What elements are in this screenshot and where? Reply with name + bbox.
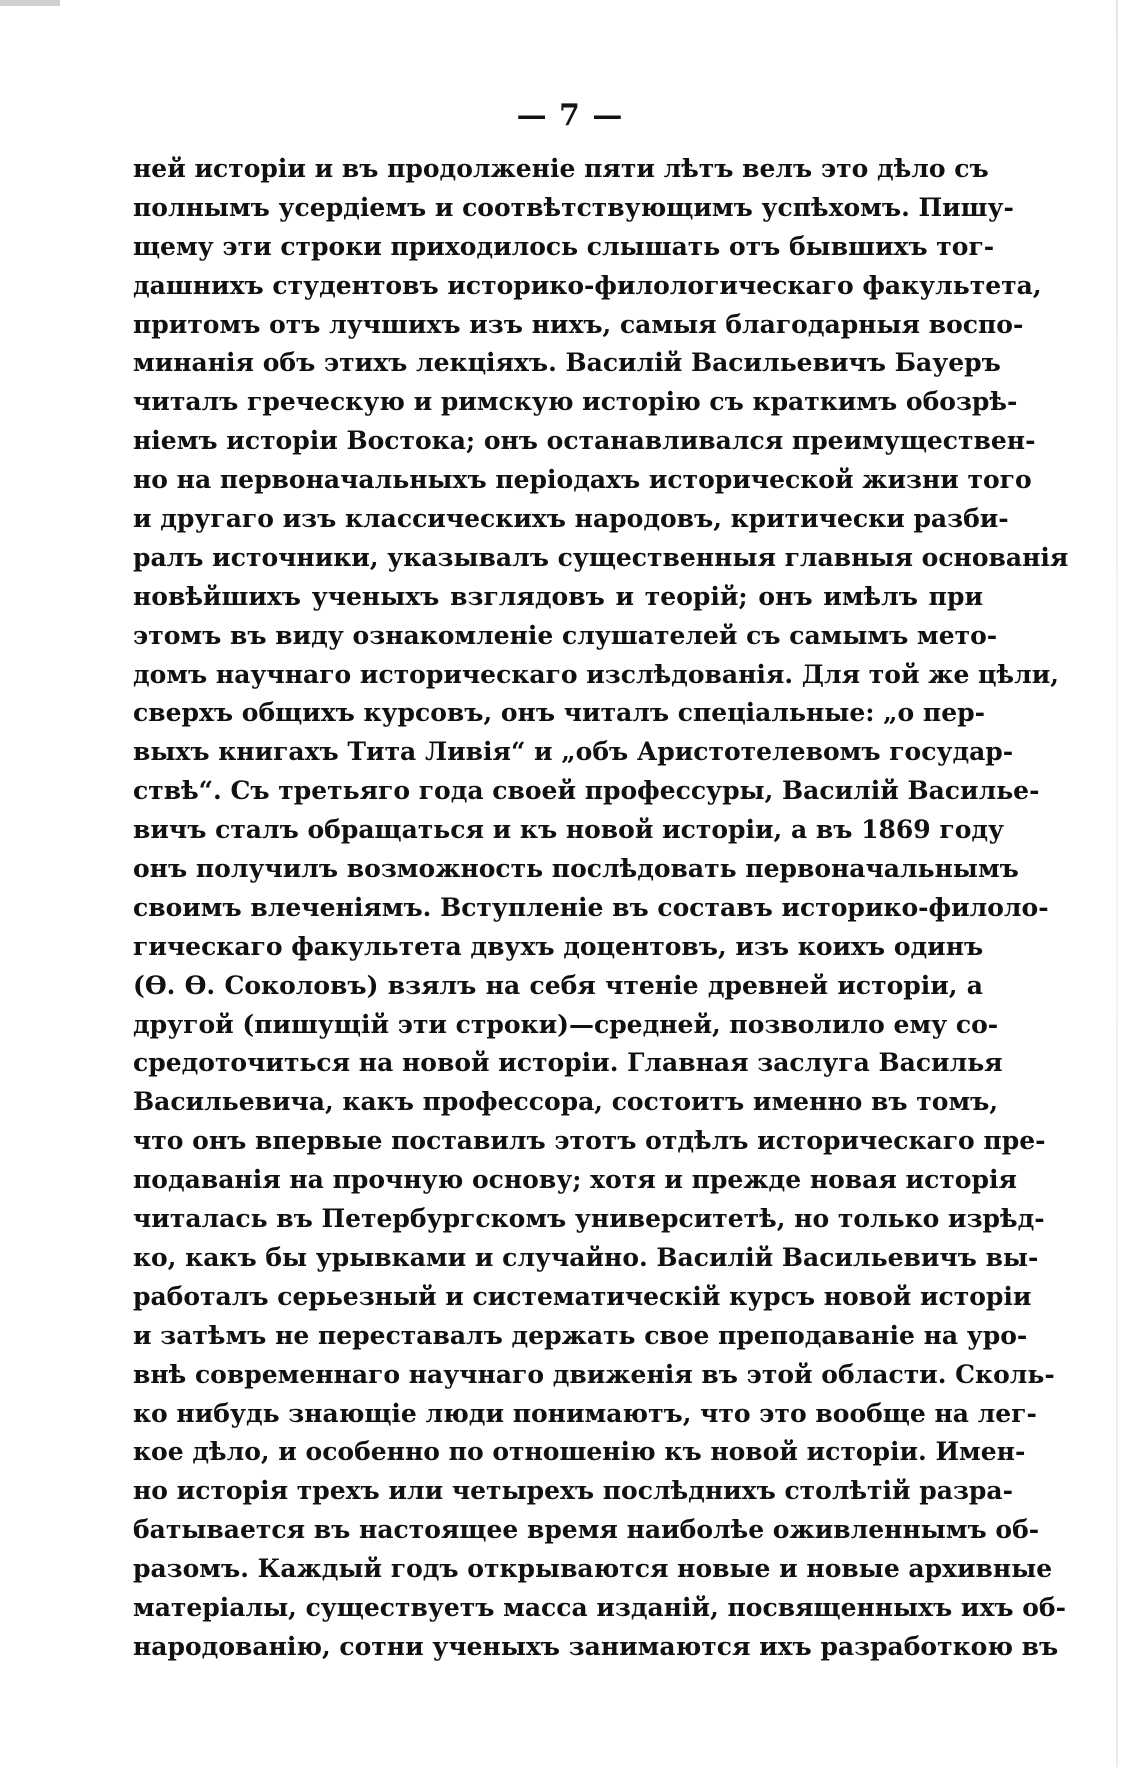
text-line: ралъ источники, указывалъ существенныя главныя основанія (133, 542, 1069, 572)
text-line: и затѣмъ не переставалъ держать свое преподаваніе на уро- (133, 1320, 1028, 1350)
text-line: минанія объ этихъ лекціяхъ. Василій Васильевичъ Бауеръ (133, 348, 1001, 378)
text-line: выхъ книгахъ Тита Ливія“ и „объ Аристотелевомъ государ- (133, 737, 1014, 767)
text-line: (Ѳ. Ѳ. Соколовъ) взялъ на себя чтеніе древней исторіи, а (133, 970, 983, 1000)
text-line: притомъ отъ лучшихъ изъ нихъ, самыя благодарныя воспо- (133, 309, 1024, 339)
text-line: своимъ влеченіямъ. Вступленіе въ составъ историко-филоло- (133, 892, 1049, 922)
page-number: — 7 — (516, 98, 624, 133)
text-line: народованію, сотни ученыхъ занимаются ихъ разработкою въ (133, 1631, 1059, 1661)
text-line: разомъ. Каждый годъ открываются новые и новые архивные (133, 1554, 1053, 1584)
text-line: кое дѣло, и особенно по отношенію къ новой исторіи. Имен- (133, 1437, 1026, 1467)
text-line: подаванія на прочную основу; хотя и прежде новая исторія (133, 1165, 1017, 1195)
text-line: батывается въ настоящее время наиболѣе оживленнымъ об- (133, 1515, 1040, 1545)
text-line: этомъ въ виду ознакомленіе слушателей съ самымъ мето- (133, 620, 998, 650)
text-line: но исторія трехъ или четырехъ послѣднихъ столѣтій разра- (133, 1476, 1013, 1506)
text-line: ніемъ исторіи Востока; онъ останавливался преимуществен- (133, 426, 1036, 456)
text-line: средоточиться на новой исторіи. Главная заслуга Василья (133, 1048, 1003, 1078)
scan-edge-mark (0, 0, 60, 6)
text-line: щему эти строки приходилось слышать отъ бывшихъ тог- (133, 231, 995, 261)
text-line: другой (пишущій эти строки)—средней, позволило ему со- (133, 1009, 999, 1039)
text-line: вичъ сталъ обращаться и къ новой исторіи, а въ 1869 году (133, 815, 1005, 845)
text-line: ко, какъ бы урывками и случайно. Василій Васильевичъ вы- (133, 1242, 1039, 1272)
text-line: читалась въ Петербургскомъ университетѣ, но только изрѣд- (133, 1204, 1045, 1234)
text-line: ней исторіи и въ продолженіе пяти лѣтъ велъ это дѣло съ (133, 154, 989, 183)
text-line: новѣйшихъ ученыхъ взглядовъ и теорій; онъ имѣлъ при (133, 581, 983, 611)
text-line: и другаго изъ классическихъ народовъ, критически разби- (133, 504, 1009, 534)
text-line: читалъ греческую и римскую исторію съ краткимъ обозрѣ- (133, 387, 1018, 417)
text-line: полнымъ усердіемъ и соотвѣтствующимъ успѣхомъ. Пишу- (133, 192, 1014, 222)
text-line: дашнихъ студентовъ историко-филологическаго факультета, (133, 270, 1042, 300)
text-line: домъ научнаго историческаго изслѣдованія. Для той же цѣли, (133, 659, 1059, 689)
scan-edge-shadow (1116, 0, 1118, 1767)
text-line: ко нибудь знающіе люди понимаютъ, что это вообще на лег- (133, 1398, 1037, 1428)
text-line: работалъ серьезный и систематическій курсъ новой исторіи (133, 1281, 1032, 1311)
text-line: что онъ впервые поставилъ этотъ отдѣлъ историческаго пре- (133, 1126, 1046, 1156)
text-line: онъ получилъ возможность послѣдовать первоначальнымъ (133, 854, 1019, 884)
text-line: гическаго факультета двухъ доцентовъ, изъ коихъ одинъ (133, 931, 984, 961)
text-line: матеріалы, существуетъ масса изданій, посвященныхъ ихъ об- (133, 1592, 1066, 1622)
text-line: но на первоначальныхъ періодахъ исторической жизни того (133, 465, 1032, 495)
text-line: сверхъ общихъ курсовъ, онъ читалъ спеціальные: „о пер- (133, 698, 985, 728)
text-line: ствѣ“. Съ третьяго года своей профессуры, Василій Василье- (133, 776, 1040, 806)
text-line: Васильевича, какъ профессора, состоитъ именно въ томъ, (133, 1087, 999, 1117)
body-text (133, 150, 1069, 1667)
text-line: внѣ современнаго научнаго движенія въ этой области. Сколь- (133, 1359, 1055, 1389)
